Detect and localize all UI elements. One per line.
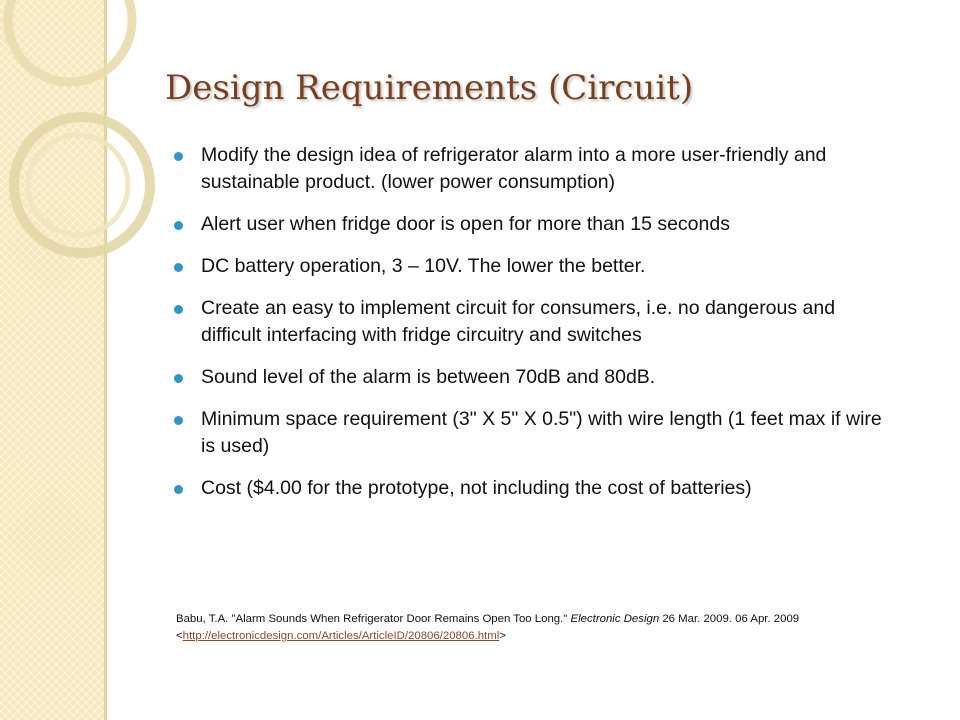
citation — [176, 611, 876, 645]
requirements-list — [172, 142, 892, 517]
list-item — [172, 295, 892, 349]
list-item — [172, 475, 892, 502]
citation-open-bracket: < — [176, 630, 183, 642]
bullet-text: Minimum space requirement (3" X 5" X 0.5") with wire length (1 feet max if wire is used) — [201, 408, 882, 457]
slide-title: Design Requirements (Circuit) — [165, 68, 694, 108]
list-item — [172, 406, 892, 460]
citation-close-bracket: > — [499, 630, 506, 642]
bullet-text: Cost ($4.00 for the prototype, not including the cost of batteries) — [201, 477, 752, 499]
bullet-text: Alert user when fridge door is open for more than 15 seconds — [201, 213, 730, 235]
bullet-icon — [174, 416, 183, 425]
list-item — [172, 211, 892, 238]
citation-prefix: Babu, T.A. "Alarm Sounds When Refrigerator Door Remains Open Too Long." — [176, 613, 571, 625]
bullet-text: Modify the design idea of refrigerator alarm into a more user-friendly and sustainable product. (lower power consumption) — [201, 144, 827, 193]
bullet-icon — [174, 485, 183, 494]
bullet-icon — [174, 374, 183, 383]
list-item — [172, 364, 892, 391]
bullet-icon — [174, 221, 183, 230]
bullet-icon — [174, 305, 183, 314]
decorative-rings-icon — [0, 0, 200, 300]
bullet-text: DC battery operation, 3 – 10V. The lower the better. — [201, 255, 646, 277]
citation-link[interactable]: http://electronicdesign.com/Articles/ArticleID/20806/20806.html — [182, 630, 500, 642]
citation-dates: 26 Mar. 2009. 06 Apr. 2009 — [659, 613, 800, 625]
bullet-icon — [174, 263, 183, 272]
bullet-text: Create an easy to implement circuit for consumers, i.e. no dangerous and difficult interfacing with fridge circuitry and switches — [201, 297, 836, 346]
list-item — [172, 253, 892, 280]
list-item — [172, 142, 892, 196]
citation-publication: Electronic Design — [570, 613, 660, 625]
bullet-icon — [174, 152, 183, 161]
bullet-text: Sound level of the alarm is between 70dB and 80dB. — [201, 366, 656, 388]
